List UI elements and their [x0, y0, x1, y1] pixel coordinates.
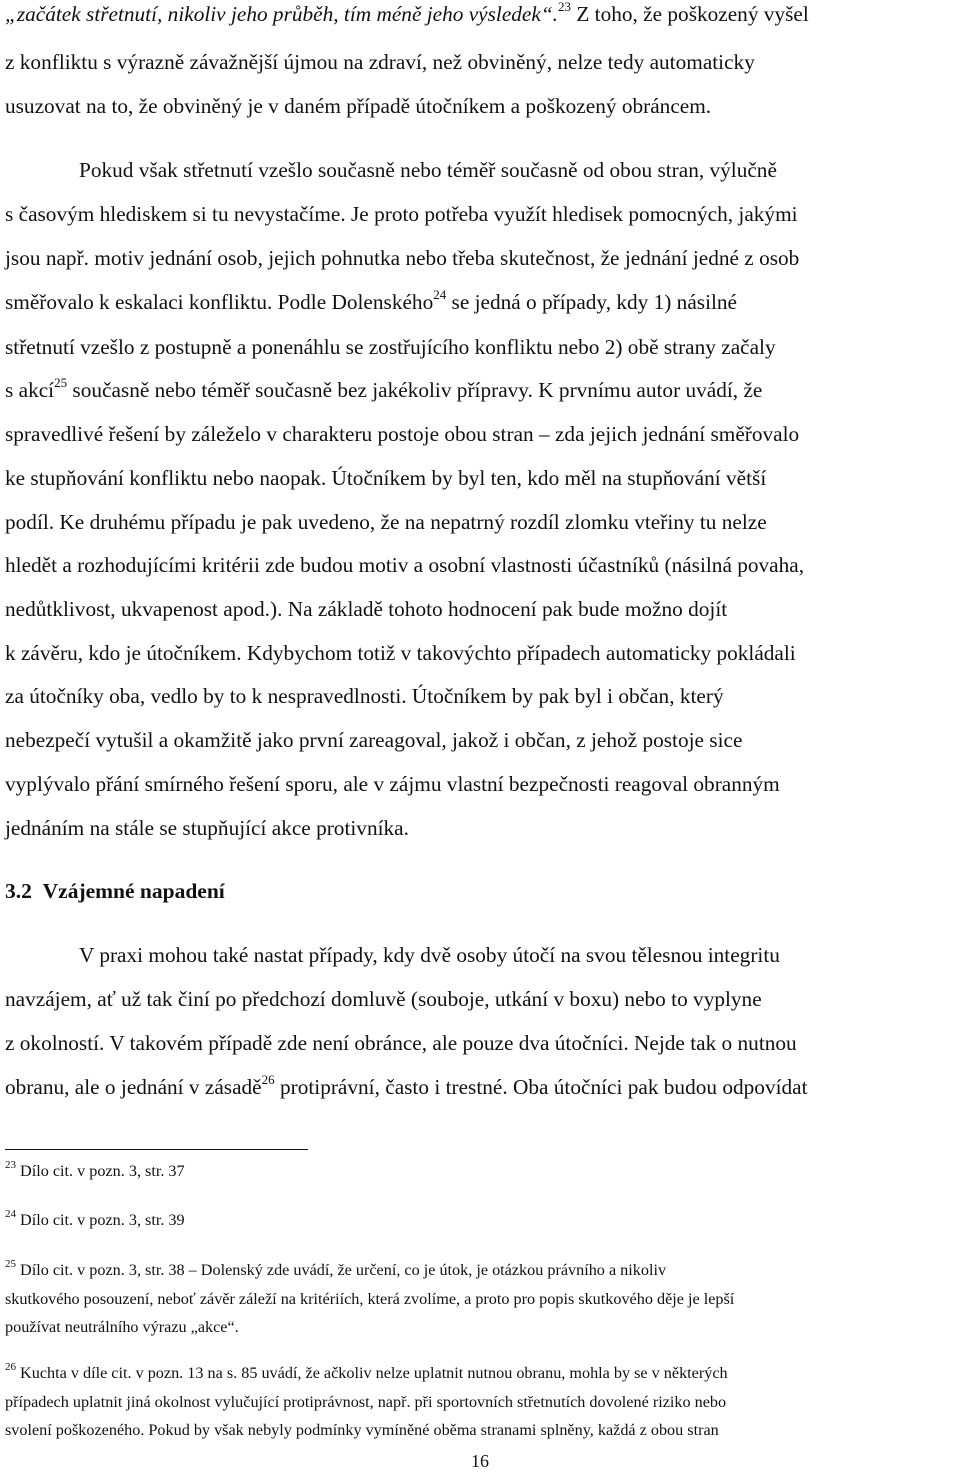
footnote-24: $^{24}$ Dílo cit. v pozn. 3, str. 39 [5, 1208, 185, 1229]
body-line: s akcí$^{25}$ současně nebo téměř současně bez jakékoliv přípravy. K prvnímu autor uvádí, že [5, 375, 763, 402]
body-line: usuzovat na to, že obviněný je v daném případě útočníkem a poškozený obráncem. [5, 94, 712, 118]
body-line: z konfliktu s výrazně závažnější újmou na zdraví, než obviněný, nelze tedy automaticky [5, 50, 755, 74]
body-line: za útočníky oba, vedlo by to k nespravedlnosti. Útočníkem by pak byl i občan, který [5, 684, 724, 708]
body-line: ke stupňování konfliktu nebo naopak. Útočníkem by byl ten, kdo měl na stupňování větší [5, 466, 767, 490]
body-line: nedůtklivost, ukvapenost apod.). Na základě tohoto hodnocení pak bude možno dojít [5, 597, 728, 621]
body-line: jsou např. motiv jednání osob, jejich pohnutka nebo třeba skutečnost, že jednání jedné z osob [5, 246, 800, 270]
body-line: z okolností. V takovém případě zde není obránce, ale pouze dva útočníci. Nejde tak o nutnou [5, 1031, 797, 1055]
footnote-line: svolení poškozeného. Pokud by však nebyly podmínky vymíněné oběma stranami splněny, každá z obou stran [5, 1421, 719, 1439]
footnote-number: 25 [5, 1258, 16, 1270]
footnote-25: $^{25}$ Dílo cit. v pozn. 3, str. 38 – Dolenský zde uvádí, že určení, co je útok, je otázkou právního a nikoliv [5, 1258, 667, 1279]
footnote-separator [5, 1149, 308, 1150]
footnote-line: případech uplatnit jiná okolnost vylučující protiprávnost, např. při sportovních střetnutích dovolené riziko nebo [5, 1393, 727, 1411]
footnote-ref[interactable]: 25 [54, 375, 68, 390]
footnote-number: 26 [5, 1361, 16, 1373]
body-line: k závěru, kdo je útočníkem. Kdybychom totiž v takovýchto případech automaticky pokládali [5, 641, 796, 665]
section-number: 3.2 [5, 879, 32, 903]
body-line: směřovalo k eskalaci konfliktu. Podle Dolenského$^{24}$ se jedná o případy, kdy 1) násilné [5, 287, 738, 314]
section-title: Vzájemné napadení [42, 879, 225, 903]
footnote-ref[interactable]: 23 [558, 0, 571, 14]
footnote-number: 23 [5, 1159, 16, 1171]
body-line: podíl. Ke druhému případu je pak uvedeno, že na nepatrný rozdíl zlomku vteřiny tu nelze [5, 510, 767, 534]
footnote-line: používat neutrálního výrazu „akce“. [5, 1318, 239, 1336]
body-line: „začátek střetnutí, nikoliv jeho průběh, tím méně jeho výsledek“.$^{23}$ Z toho, že poškozený vyšel [5, 0, 809, 26]
body-line: hledět a rozhodujícími kritérii zde budou motiv a osobní vlastnosti účastníků (násilná povaha, [5, 553, 805, 577]
body-line: nebezpečí vytušil a okamžitě jako první zareagoval, jakož i občan, z jehož postoje sice [5, 728, 743, 752]
body-line: navzájem, ať už tak činí po předchozí domluvě (souboje, utkání v boxu) nebo to vyplyne [5, 987, 762, 1011]
footnote-23: $^{23}$ Dílo cit. v pozn. 3, str. 37 [5, 1159, 185, 1180]
footnote-line: skutkového posouzení, neboť závěr záleží na kritériích, která zvolíme, a proto pro popis skutkového děje je lepší [5, 1290, 735, 1308]
footnote-ref[interactable]: 24 [433, 287, 447, 302]
body-line: Pokud však střetnutí vzešlo současně nebo téměř současně od obou stran, výlučně [79, 158, 777, 182]
page-number: 16 [471, 1451, 489, 1471]
footnote-number: 24 [5, 1208, 16, 1220]
body-line: s časovým hlediskem si tu nevystačíme. Je proto potřeba využít hledisek pomocných, jakými [5, 202, 798, 226]
quote-italic: „začátek střetnutí, nikoliv jeho průběh, tím méně jeho výsledek“. [5, 2, 558, 26]
body-line: V praxi mohou také nastat případy, kdy dvě osoby útočí na svou tělesnou integritu [79, 943, 780, 967]
body-line: obranu, ale o jednání v zásadě$^{26}$ protiprávní, často i trestné. Oba útočníci pak budou odpovídat [5, 1072, 808, 1099]
body-line: spravedlivé řešení by záleželo v charakteru postoje obou stran – zda jejich jednání směřovalo [5, 422, 800, 446]
body-line: vyplývalo přání smírného řešení sporu, ale v zájmu vlastní bezpečnosti reagoval obranným [5, 772, 780, 796]
section-heading [5, 878, 225, 904]
footnote-ref[interactable]: 26 [261, 1072, 275, 1087]
footnote-26: $^{26}$ Kuchta v díle cit. v pozn. 13 na s. 85 uvádí, že ačkoliv nelze uplatnit nutnou obranu, mohla by se v některých [5, 1361, 728, 1382]
body-line: jednáním na stále se stupňující akce protivníka. [5, 816, 409, 840]
body-line: střetnutí vzešlo z postupně a ponenáhlu se zostřujícího konfliktu nebo 2) obě strany začaly [5, 335, 776, 359]
